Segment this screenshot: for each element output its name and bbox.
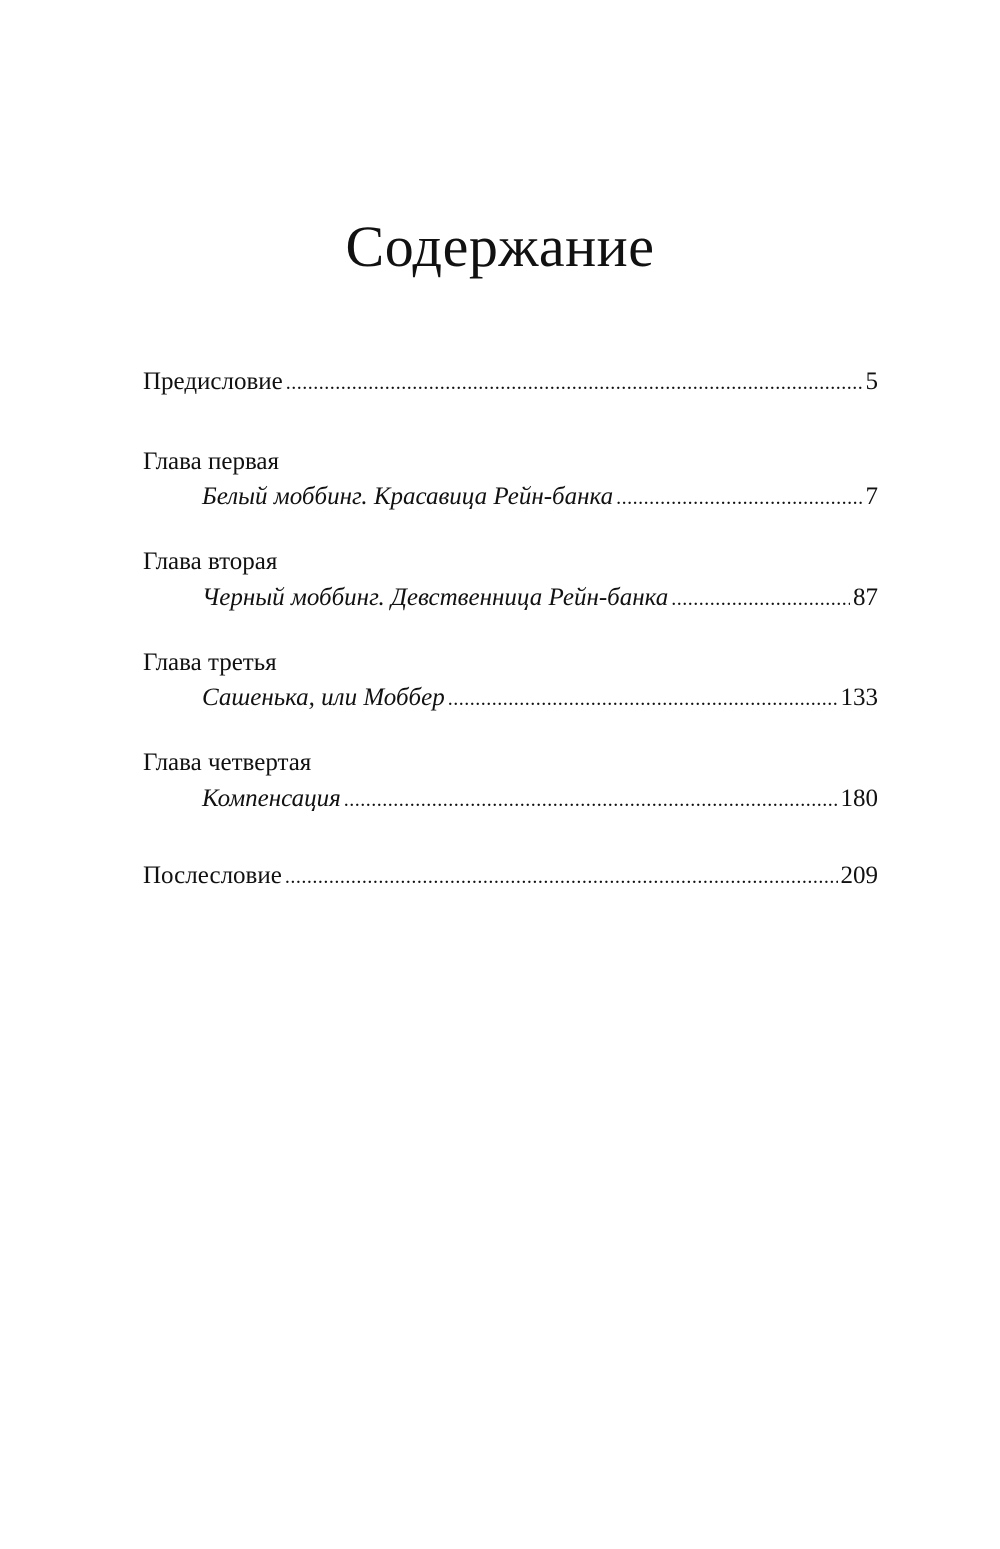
toc-leader-dots <box>671 583 850 615</box>
toc-page-number: 5 <box>865 368 878 395</box>
chapter-heading-4: Глава четвертая <box>143 749 312 776</box>
chapter-heading-1: Глава первая <box>143 448 280 475</box>
toc-entry-afterword <box>143 860 878 893</box>
toc-page-number: 180 <box>840 785 878 812</box>
toc-entry-chapter-4 <box>202 783 878 816</box>
toc-entry-chapter-2 <box>202 582 878 615</box>
toc-entry-label: Белый моббинг. Красавица Рейн-банка <box>202 483 614 510</box>
toc-leader-dots <box>616 482 862 514</box>
toc-entry-label: Предисловие <box>143 368 283 395</box>
toc-entry-label: Черный моббинг. Девственница Рейн-банка <box>202 584 669 611</box>
toc-leader-dots <box>286 367 863 399</box>
toc-page-number: 7 <box>865 483 878 510</box>
toc-page-number: 133 <box>840 684 878 711</box>
toc-entry-preface <box>143 366 878 399</box>
toc-page-number: 209 <box>840 862 878 889</box>
toc-leader-dots <box>344 784 838 816</box>
chapter-heading-3: Глава третья <box>143 649 277 676</box>
toc-entry-label: Послесловие <box>143 862 282 889</box>
toc-entry-label: Сашенька, или Моббер <box>202 684 445 711</box>
toc-leader-dots <box>448 683 838 715</box>
toc-page-number: 87 <box>853 584 878 611</box>
toc-entry-label: Компенсация <box>202 785 341 812</box>
toc-leader-dots <box>285 861 838 893</box>
toc-entry-chapter-3 <box>202 682 878 715</box>
page-title: Содержание <box>345 214 655 279</box>
chapter-heading-2: Глава вторая <box>143 548 278 575</box>
toc-entry-chapter-1 <box>202 481 878 514</box>
